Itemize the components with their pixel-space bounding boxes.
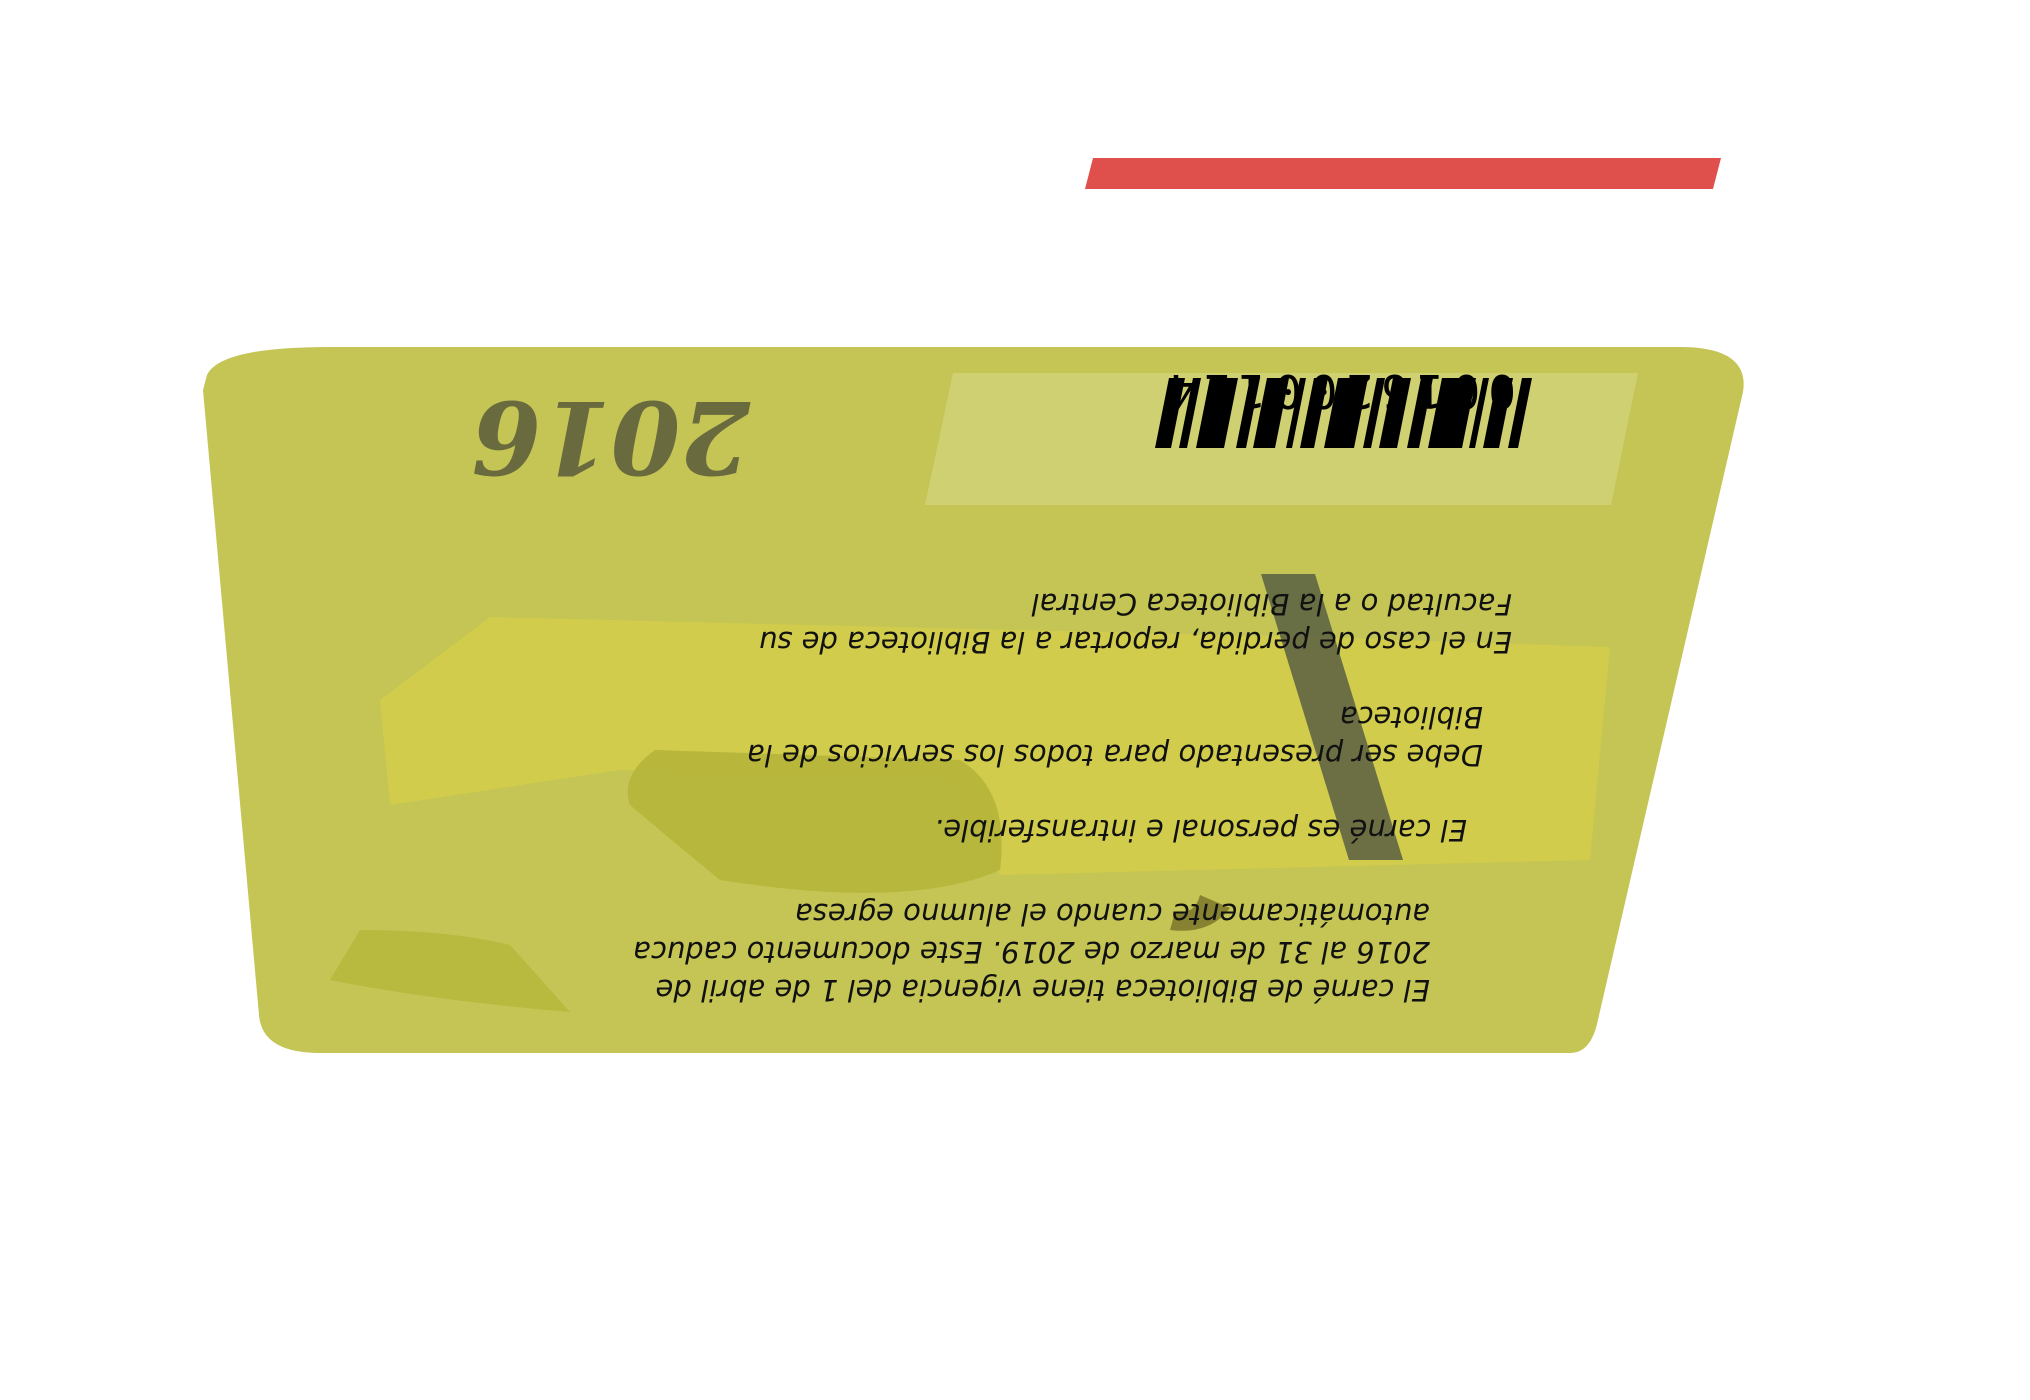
rule-3-line-2: Biblioteca (1339, 700, 1483, 734)
barcode-number: 0016200124 (1159, 364, 1516, 418)
accent-stripe-shape (1085, 158, 1721, 189)
rule-1-line-1: El carné de Biblioteca tiene vigencia del 1 de abril de (655, 973, 1430, 1007)
library-card (0, 258, 2010, 1400)
rule-3-line-1: Debe ser presentado para todos los servicios de la (746, 738, 1483, 772)
rule-1-line-3: automáticamente cuando el alumno egresa (795, 897, 1430, 931)
rule-2-line-1: El carné es personal e intransferible. (934, 813, 1467, 847)
rule-1-line-2: 2016 al 31 de marzo de 2019. Este documento caduca (633, 935, 1430, 969)
card-year: 2016 (471, 378, 750, 496)
rule-4-line-2: Facultad o a la Biblioteca Central (1031, 587, 1512, 621)
rule-4-line-1: En el caso de perdida, reportar a la Biblioteca de su (758, 625, 1512, 659)
